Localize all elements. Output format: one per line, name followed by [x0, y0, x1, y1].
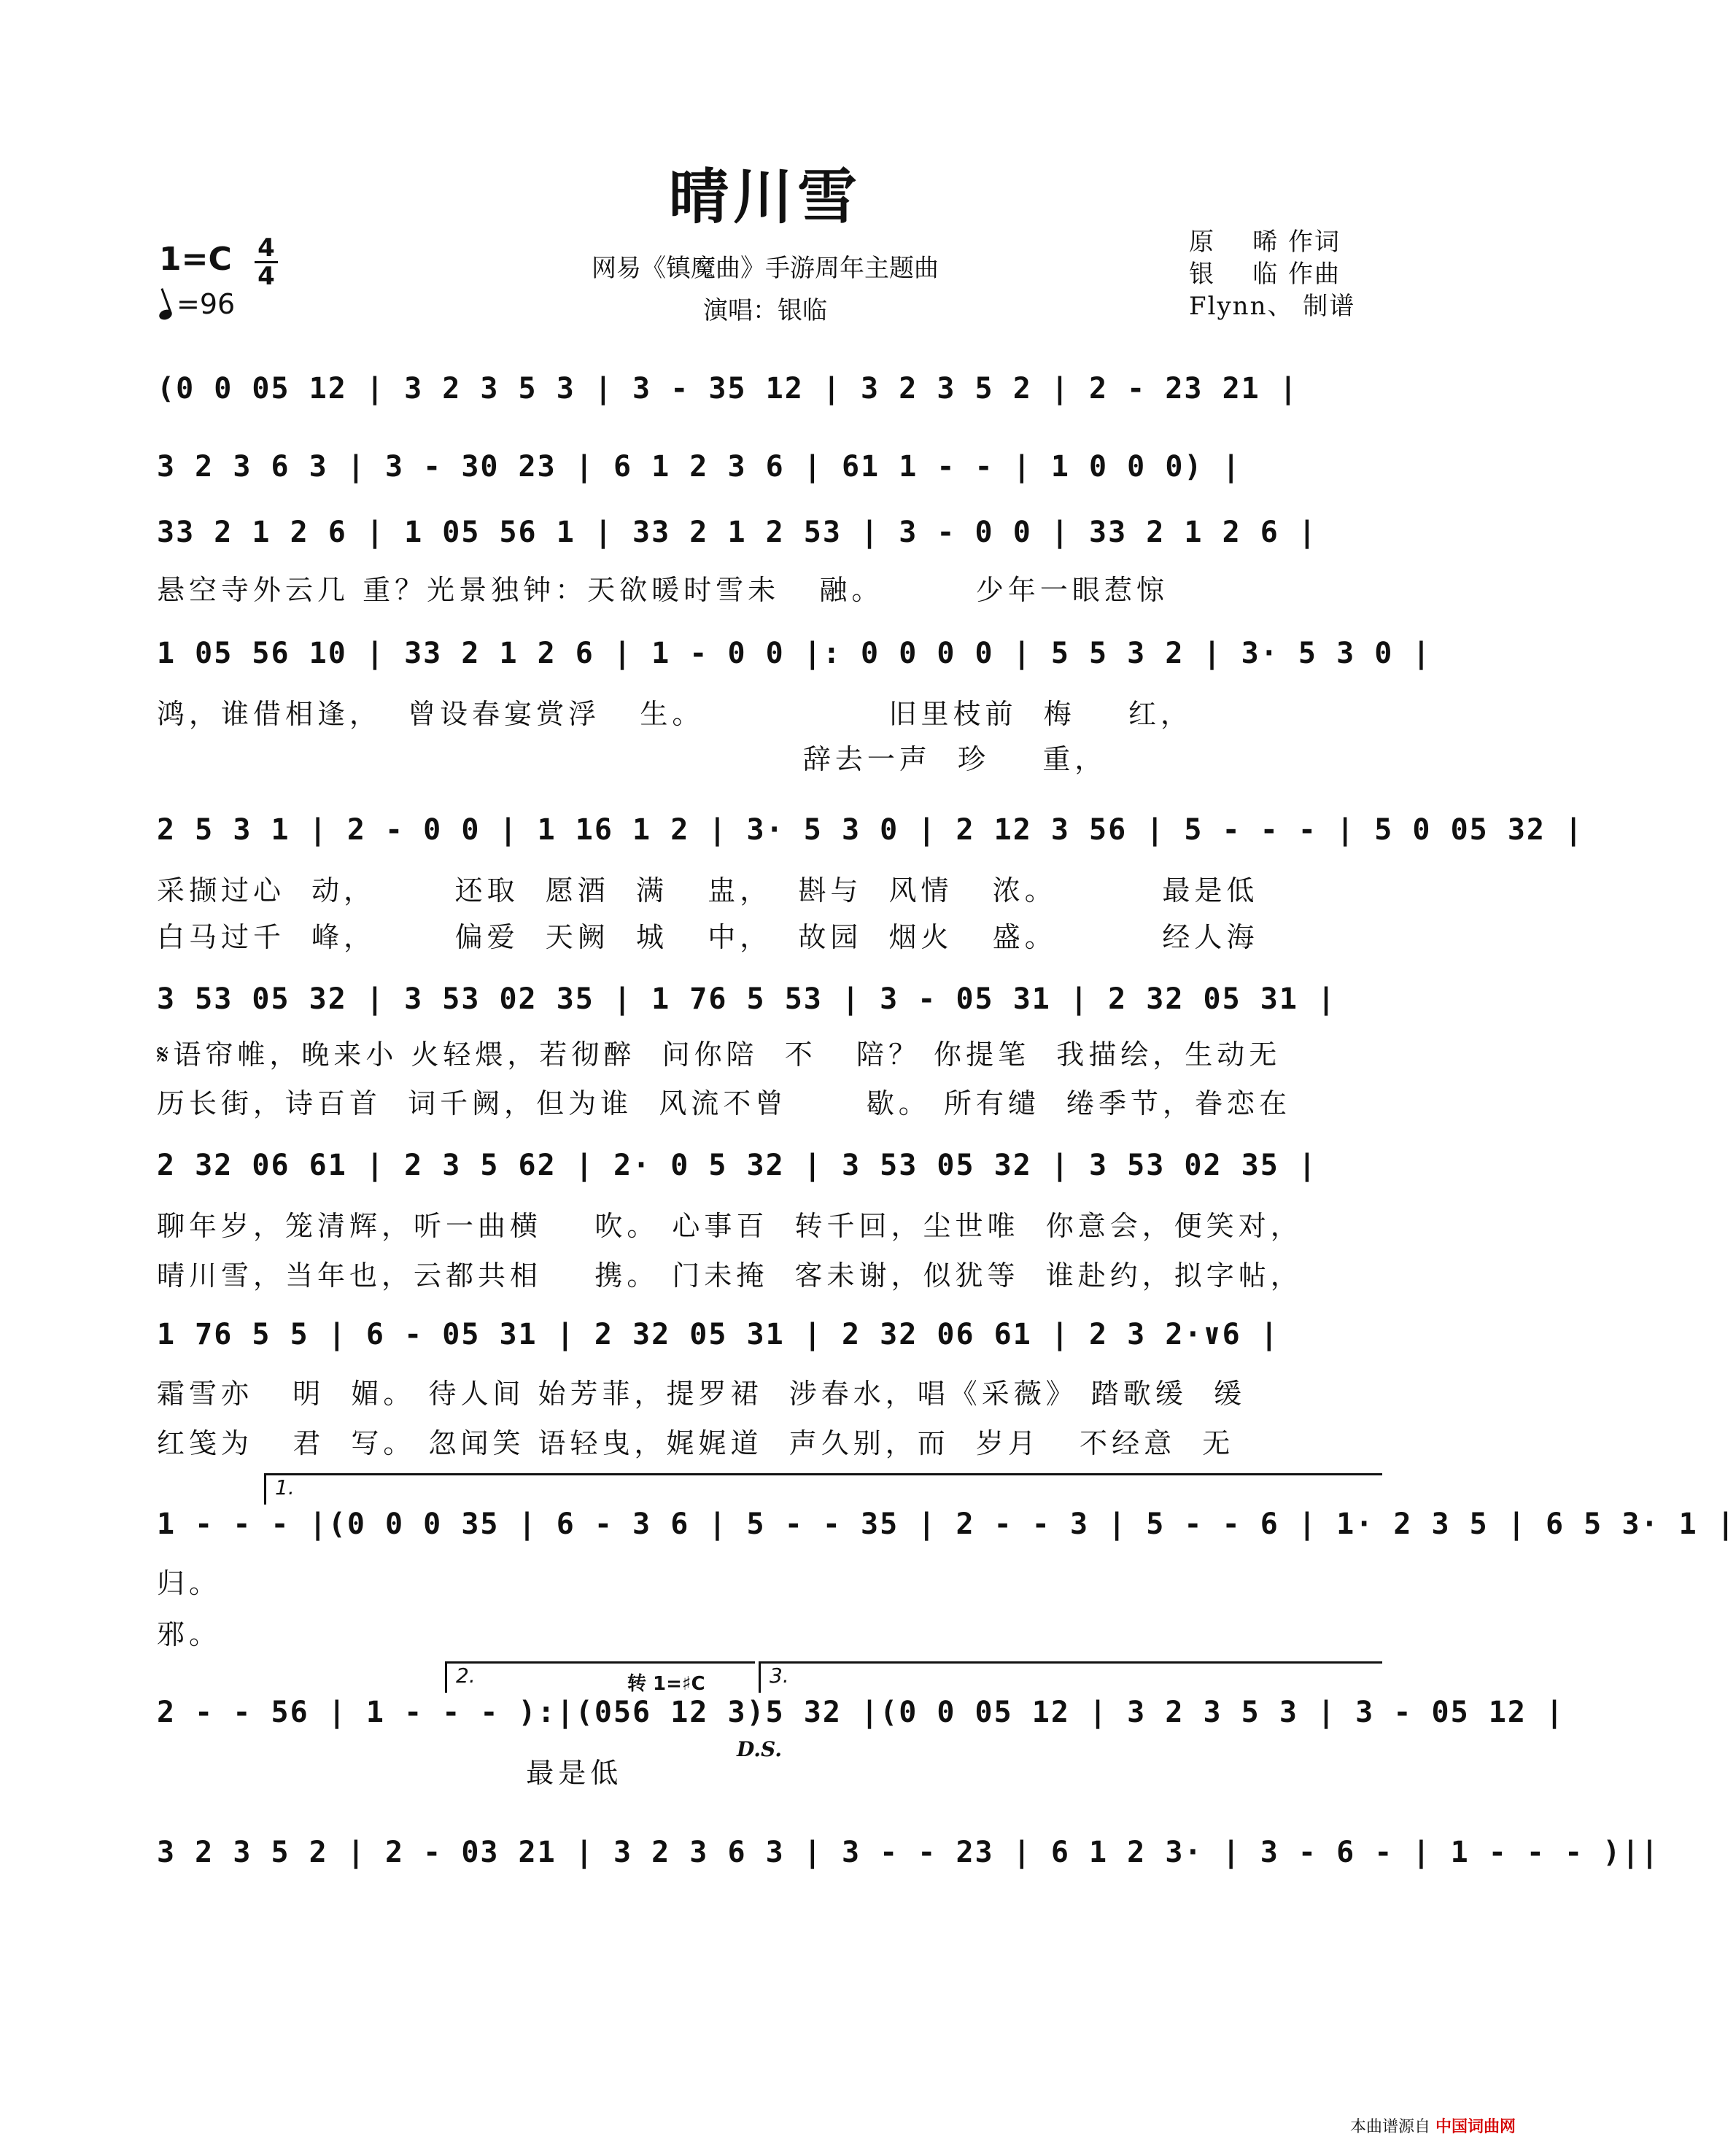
credits-block	[1189, 226, 1355, 322]
lyric-line: 鸿，谁借相逢， 曾设春宴赏浮 生。 旧里枝前 梅 红，	[157, 698, 1193, 730]
notation-line: 1 76 5 5 | 6 - 05 31 | 2 32 05 31 | 2 32 06 61 | 2 3 2·∨6 |	[157, 1318, 1279, 1351]
lyric-line: 聊年岁，笼清辉，听一曲横 吹。 心事百 转千回，尘世唯 你意会，便笑对，	[157, 1210, 1303, 1242]
tempo-value: =96	[177, 288, 236, 320]
notation-line: 2 - - 56 | 1 - - - ):|(056 12 3)5 32 |(0 0 05 12 | 3 2 3 5 3 | 3 - 05 12 |	[157, 1696, 1565, 1729]
notation-line: 3 53 05 32 | 3 53 02 35 | 1 76 5 53 | 3 - 05 31 | 2 32 05 31 |	[157, 982, 1337, 1016]
notation-line: (0 0 05 12 | 3 2 3 5 3 | 3 - 35 12 | 3 2 3 5 2 | 2 - 23 21 |	[157, 372, 1298, 405]
song-title: 晴川雪	[668, 163, 861, 232]
staff-row-5	[157, 808, 1584, 859]
lyric-line: 𝄋语帘帷，晚来小 火轻煨，若彻醉 问你陪 不 陪？ 你提笔 我描绘，生动无	[157, 1039, 1282, 1071]
staff-row-8	[157, 1313, 1371, 1364]
staff-row-6	[157, 977, 1371, 1028]
staff-row-2	[157, 445, 1371, 496]
lyric-line: 霜雪亦 明 媚。 待人间 始芳菲，提罗裙 涉春水，唱《采薇》 踏歌缓 缓	[157, 1378, 1246, 1410]
staff-row-4	[157, 632, 1432, 683]
transcriber-credit: Flynn、 制谱	[1189, 292, 1356, 321]
lyric-line: 采撷过心 动， 还取 愿酒 满 盅， 斟与 风情 浓。 最是低	[157, 874, 1259, 907]
notation-line: 1 05 56 10 | 33 2 1 2 6 | 1 - 0 0 |: 0 0 0 0 | 5 5 3 2 | 3· 5 3 0 |	[157, 637, 1432, 670]
brand-link[interactable]: 中国词曲网	[1435, 2118, 1516, 2136]
lyric-line: 白马过千 峰， 偏爱 天阙 城 中， 故园 烟火 盛。 经人海	[157, 921, 1259, 953]
lyric-line: 辞去一声 珍 重，	[157, 743, 1107, 775]
lyric-line: 红笺为 君 写。 忽闻笑 语轻曳，娓娓道 声久别，而 岁月 不经意 无	[157, 1427, 1235, 1459]
staff-row-11	[157, 1831, 1660, 1882]
third-ending-bracket: 3.	[759, 1661, 1382, 1693]
staff-row-1	[157, 367, 1371, 418]
source-footer	[1350, 2114, 1516, 2137]
notation-line: 2 5 3 1 | 2 - 0 0 | 1 16 1 2 | 3· 5 3 0 | 2 12 3 56 | 5 - - - | 5 0 05 32 |	[157, 813, 1584, 847]
lyricist-credit: 原 晞 作词	[1189, 228, 1341, 257]
notation-line: 33 2 1 2 6 | 1 05 56 1 | 33 2 1 2 53 | 3 - 0 0 | 33 2 1 2 6 |	[157, 516, 1318, 549]
lyric-line: 最是低	[157, 1757, 623, 1789]
notation-line: 3 2 3 5 2 | 2 - 03 21 | 3 2 3 6 3 | 3 - - 23 | 6 1 2 3· | 3 - 6 - | 1 - - - )||	[157, 1836, 1660, 1869]
dal-segno-marking: D.S.	[737, 1737, 783, 1761]
notation-line: 1 - - - |(0 0 0 35 | 6 - 3 6 | 5 - - 35 | 2 - - 3 | 5 - - 6 | 1· 2 3 5 | 6 5 3· 1 |	[157, 1507, 1736, 1541]
key-signature: 1=C	[159, 241, 232, 278]
source-label: 本曲谱源自	[1349, 2118, 1430, 2136]
staff-row-7	[157, 1144, 1371, 1195]
lyric-line: 晴川雪，当年也，云都共相 携。 门未掩 客未谢，似犹等 谁赴约，拟字帖，	[157, 1260, 1303, 1292]
staff-row-3	[157, 511, 1371, 562]
composer-credit: 银 临 作曲	[1189, 260, 1341, 289]
time-signature-bottom: 4	[257, 262, 275, 291]
singer-credit: 演唱：银临	[703, 296, 827, 325]
time-signature-top: 4	[257, 233, 275, 263]
notation-line: 3 2 3 6 3 | 3 - 30 23 | 6 1 2 3 6 | 61 1 - - | 1 0 0 0) |	[157, 450, 1241, 484]
notation-line: 2 32 06 61 | 2 3 5 62 | 2· 0 5 32 | 3 53 05 32 | 3 53 02 35 |	[157, 1149, 1318, 1182]
lyric-line: 历长街，诗百首 词千阙，但为谁 风流不曾 歇。 所有缱 绻季节，眷恋在	[157, 1087, 1292, 1119]
lyric-line: 邪。	[157, 1618, 222, 1650]
staff-row-9	[157, 1502, 1736, 1553]
second-ending-bracket: 2.	[445, 1661, 755, 1693]
lyric-line: 归。	[157, 1567, 222, 1599]
subtitle: 网易《镇魔曲》手游周年主题曲	[592, 254, 939, 283]
modulation-marking: 转 1=♯C	[627, 1673, 705, 1695]
staff-row-10	[157, 1691, 1565, 1742]
lyric-line: 悬空寺外云几 重？光景独钟：天欲暖时雪未 融。 少年一眼惹惊	[157, 574, 1169, 606]
first-ending-bracket: 1.	[264, 1473, 1382, 1505]
